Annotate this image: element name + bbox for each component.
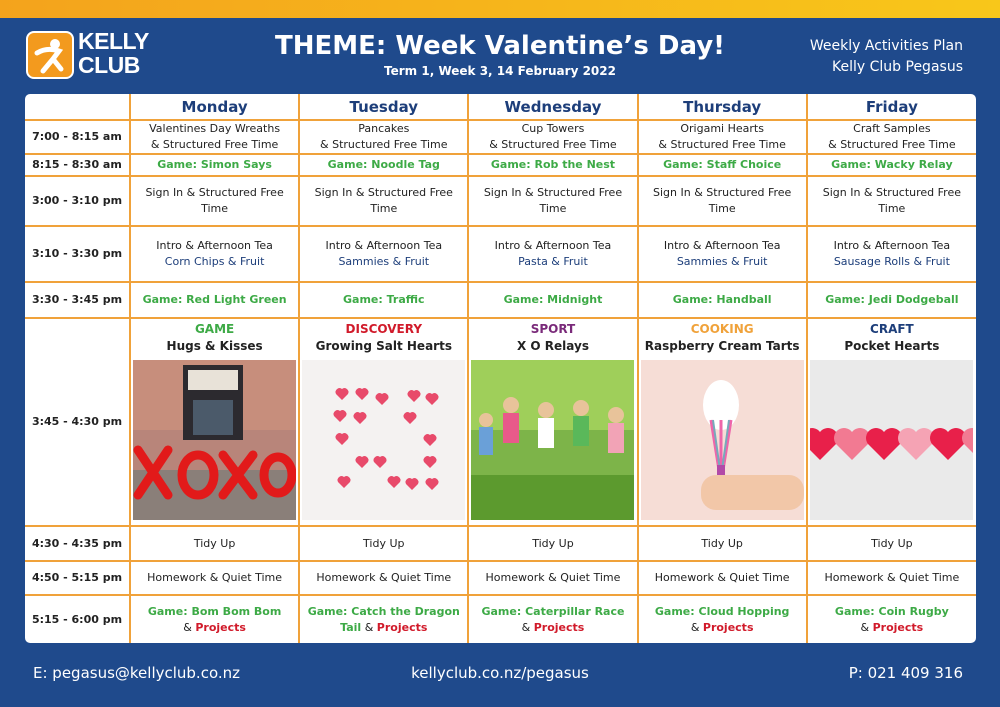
activity-row <box>25 318 976 526</box>
table-row <box>25 226 976 282</box>
paper-hearts-photo <box>810 360 973 520</box>
activity-cell <box>299 318 468 526</box>
signin-cell: Sign In & Structured Free Time <box>468 176 637 226</box>
table-row <box>25 154 976 176</box>
game-cell: Game: Jedi Dodgeball <box>807 282 976 318</box>
xoxo-sculpture-photo <box>133 360 296 520</box>
activity-title: Hugs & Kisses <box>166 339 263 353</box>
time-label: 3:10 - 3:30 pm <box>25 226 130 282</box>
tidy-cell: Tidy Up <box>638 526 807 561</box>
footer-phone[interactable]: P: 021 409 316 <box>848 664 963 682</box>
tidy-cell: Tidy Up <box>807 526 976 561</box>
tea-cell: Intro & Afternoon Tea Sammies & Fruit <box>299 226 468 282</box>
final-game-cell: Game: Catch the Dragon Tail & Projects <box>299 595 468 643</box>
game-cell: Game: Traffic <box>299 282 468 318</box>
signin-cell: Sign In & Structured Free Time <box>299 176 468 226</box>
activity-cell <box>638 318 807 526</box>
activity-title: Growing Salt Hearts <box>315 339 452 353</box>
activities-table <box>25 94 976 643</box>
game-cell: Game: Noodle Tag <box>299 154 468 176</box>
signin-cell: Sign In & Structured Free Time <box>638 176 807 226</box>
morning-cell: Origami Hearts & Structured Free Time <box>638 120 807 154</box>
children-running-photo <box>471 360 634 520</box>
table-row <box>25 176 976 226</box>
time-label: 8:15 - 8:30 am <box>25 154 130 176</box>
day-header: Wednesday <box>468 94 637 120</box>
game-cell: Game: Simon Says <box>130 154 299 176</box>
homework-cell: Homework & Quiet Time <box>130 561 299 595</box>
activity-category: SPORT <box>530 322 576 336</box>
day-header: Monday <box>130 94 299 120</box>
activity-category: GAME <box>194 322 235 336</box>
activity-cell <box>468 318 637 526</box>
tea-cell: Intro & Afternoon Tea Corn Chips & Fruit <box>130 226 299 282</box>
morning-cell: Craft Samples & Structured Free Time <box>807 120 976 154</box>
whisk-cream-photo <box>641 360 804 520</box>
header-title-block <box>260 30 740 78</box>
activity-category: COOKING <box>690 322 754 336</box>
activity-title: Raspberry Cream Tarts <box>644 339 800 353</box>
table-row <box>25 526 976 561</box>
morning-cell: Valentines Day Wreaths & Structured Free Time <box>130 120 299 154</box>
homework-cell: Homework & Quiet Time <box>299 561 468 595</box>
game-cell: Game: Handball <box>638 282 807 318</box>
tea-cell: Intro & Afternoon Tea Sammies & Fruit <box>638 226 807 282</box>
page-subtitle: Term 1, Week 3, 14 February 2022 <box>384 64 616 78</box>
plan-info: Weekly Activities Plan Kelly Club Pegasus <box>809 38 963 75</box>
day-header: Thursday <box>638 94 807 120</box>
top-accent-bar <box>0 0 1000 18</box>
time-label: 4:50 - 5:15 pm <box>25 561 130 595</box>
tidy-cell: Tidy Up <box>299 526 468 561</box>
time-label: 4:30 - 4:35 pm <box>25 526 130 561</box>
day-header: Friday <box>807 94 976 120</box>
page-title: THEME: Week Valentine’s Day! <box>274 31 726 61</box>
time-label: 3:45 - 4:30 pm <box>25 318 130 526</box>
game-cell: Game: Rob the Nest <box>468 154 637 176</box>
activity-category: DISCOVERY <box>345 322 423 336</box>
game-cell: Game: Midnight <box>468 282 637 318</box>
final-game-cell: Game: Coin Rugby & Projects <box>807 595 976 643</box>
day-header-row <box>25 94 976 120</box>
tea-cell: Intro & Afternoon Tea Pasta & Fruit <box>468 226 637 282</box>
final-game-cell: Game: Caterpillar Race & Projects <box>468 595 637 643</box>
signin-cell: Sign In & Structured Free Time <box>130 176 299 226</box>
time-label: 5:15 - 6:00 pm <box>25 595 130 643</box>
homework-cell: Homework & Quiet Time <box>468 561 637 595</box>
time-label: 3:30 - 3:45 pm <box>25 282 130 318</box>
final-game-cell: Game: Cloud Hopping & Projects <box>638 595 807 643</box>
running-figure-icon <box>26 31 74 79</box>
tidy-cell: Tidy Up <box>130 526 299 561</box>
activity-cell <box>130 318 299 526</box>
morning-cell: Pancakes & Structured Free Time <box>299 120 468 154</box>
activity-title: X O Relays <box>516 339 589 353</box>
corner-cell <box>25 94 130 120</box>
table-row <box>25 561 976 595</box>
final-game-cell: Game: Bom Bom Bom & Projects <box>130 595 299 643</box>
homework-cell: Homework & Quiet Time <box>807 561 976 595</box>
homework-cell: Homework & Quiet Time <box>638 561 807 595</box>
table-row <box>25 120 976 154</box>
kelly-club-logo <box>26 28 156 81</box>
footer-email[interactable]: E: pegasus@kellyclub.co.nz <box>33 664 241 682</box>
game-cell: Game: Wacky Relay <box>807 154 976 176</box>
table-row <box>25 595 976 643</box>
table-row <box>25 282 976 318</box>
activity-cell <box>807 318 976 526</box>
time-label: 3:00 - 3:10 pm <box>25 176 130 226</box>
activity-title: Pocket Hearts <box>844 339 940 353</box>
website-link[interactable]: kellyclub.co.nz/pegasus <box>411 664 589 682</box>
time-label: 7:00 - 8:15 am <box>25 120 130 154</box>
morning-cell: Cup Towers & Structured Free Time <box>468 120 637 154</box>
tidy-cell: Tidy Up <box>468 526 637 561</box>
logo-wordmark: KELLY CLUB <box>78 28 149 78</box>
salt-hearts-photo <box>302 360 465 520</box>
activity-category: CRAFT <box>870 322 914 336</box>
tea-cell: Intro & Afternoon Tea Sausage Rolls & Fruit <box>807 226 976 282</box>
signin-cell: Sign In & Structured Free Time <box>807 176 976 226</box>
day-header: Tuesday <box>299 94 468 120</box>
game-cell: Game: Staff Choice <box>638 154 807 176</box>
game-cell: Game: Red Light Green <box>130 282 299 318</box>
